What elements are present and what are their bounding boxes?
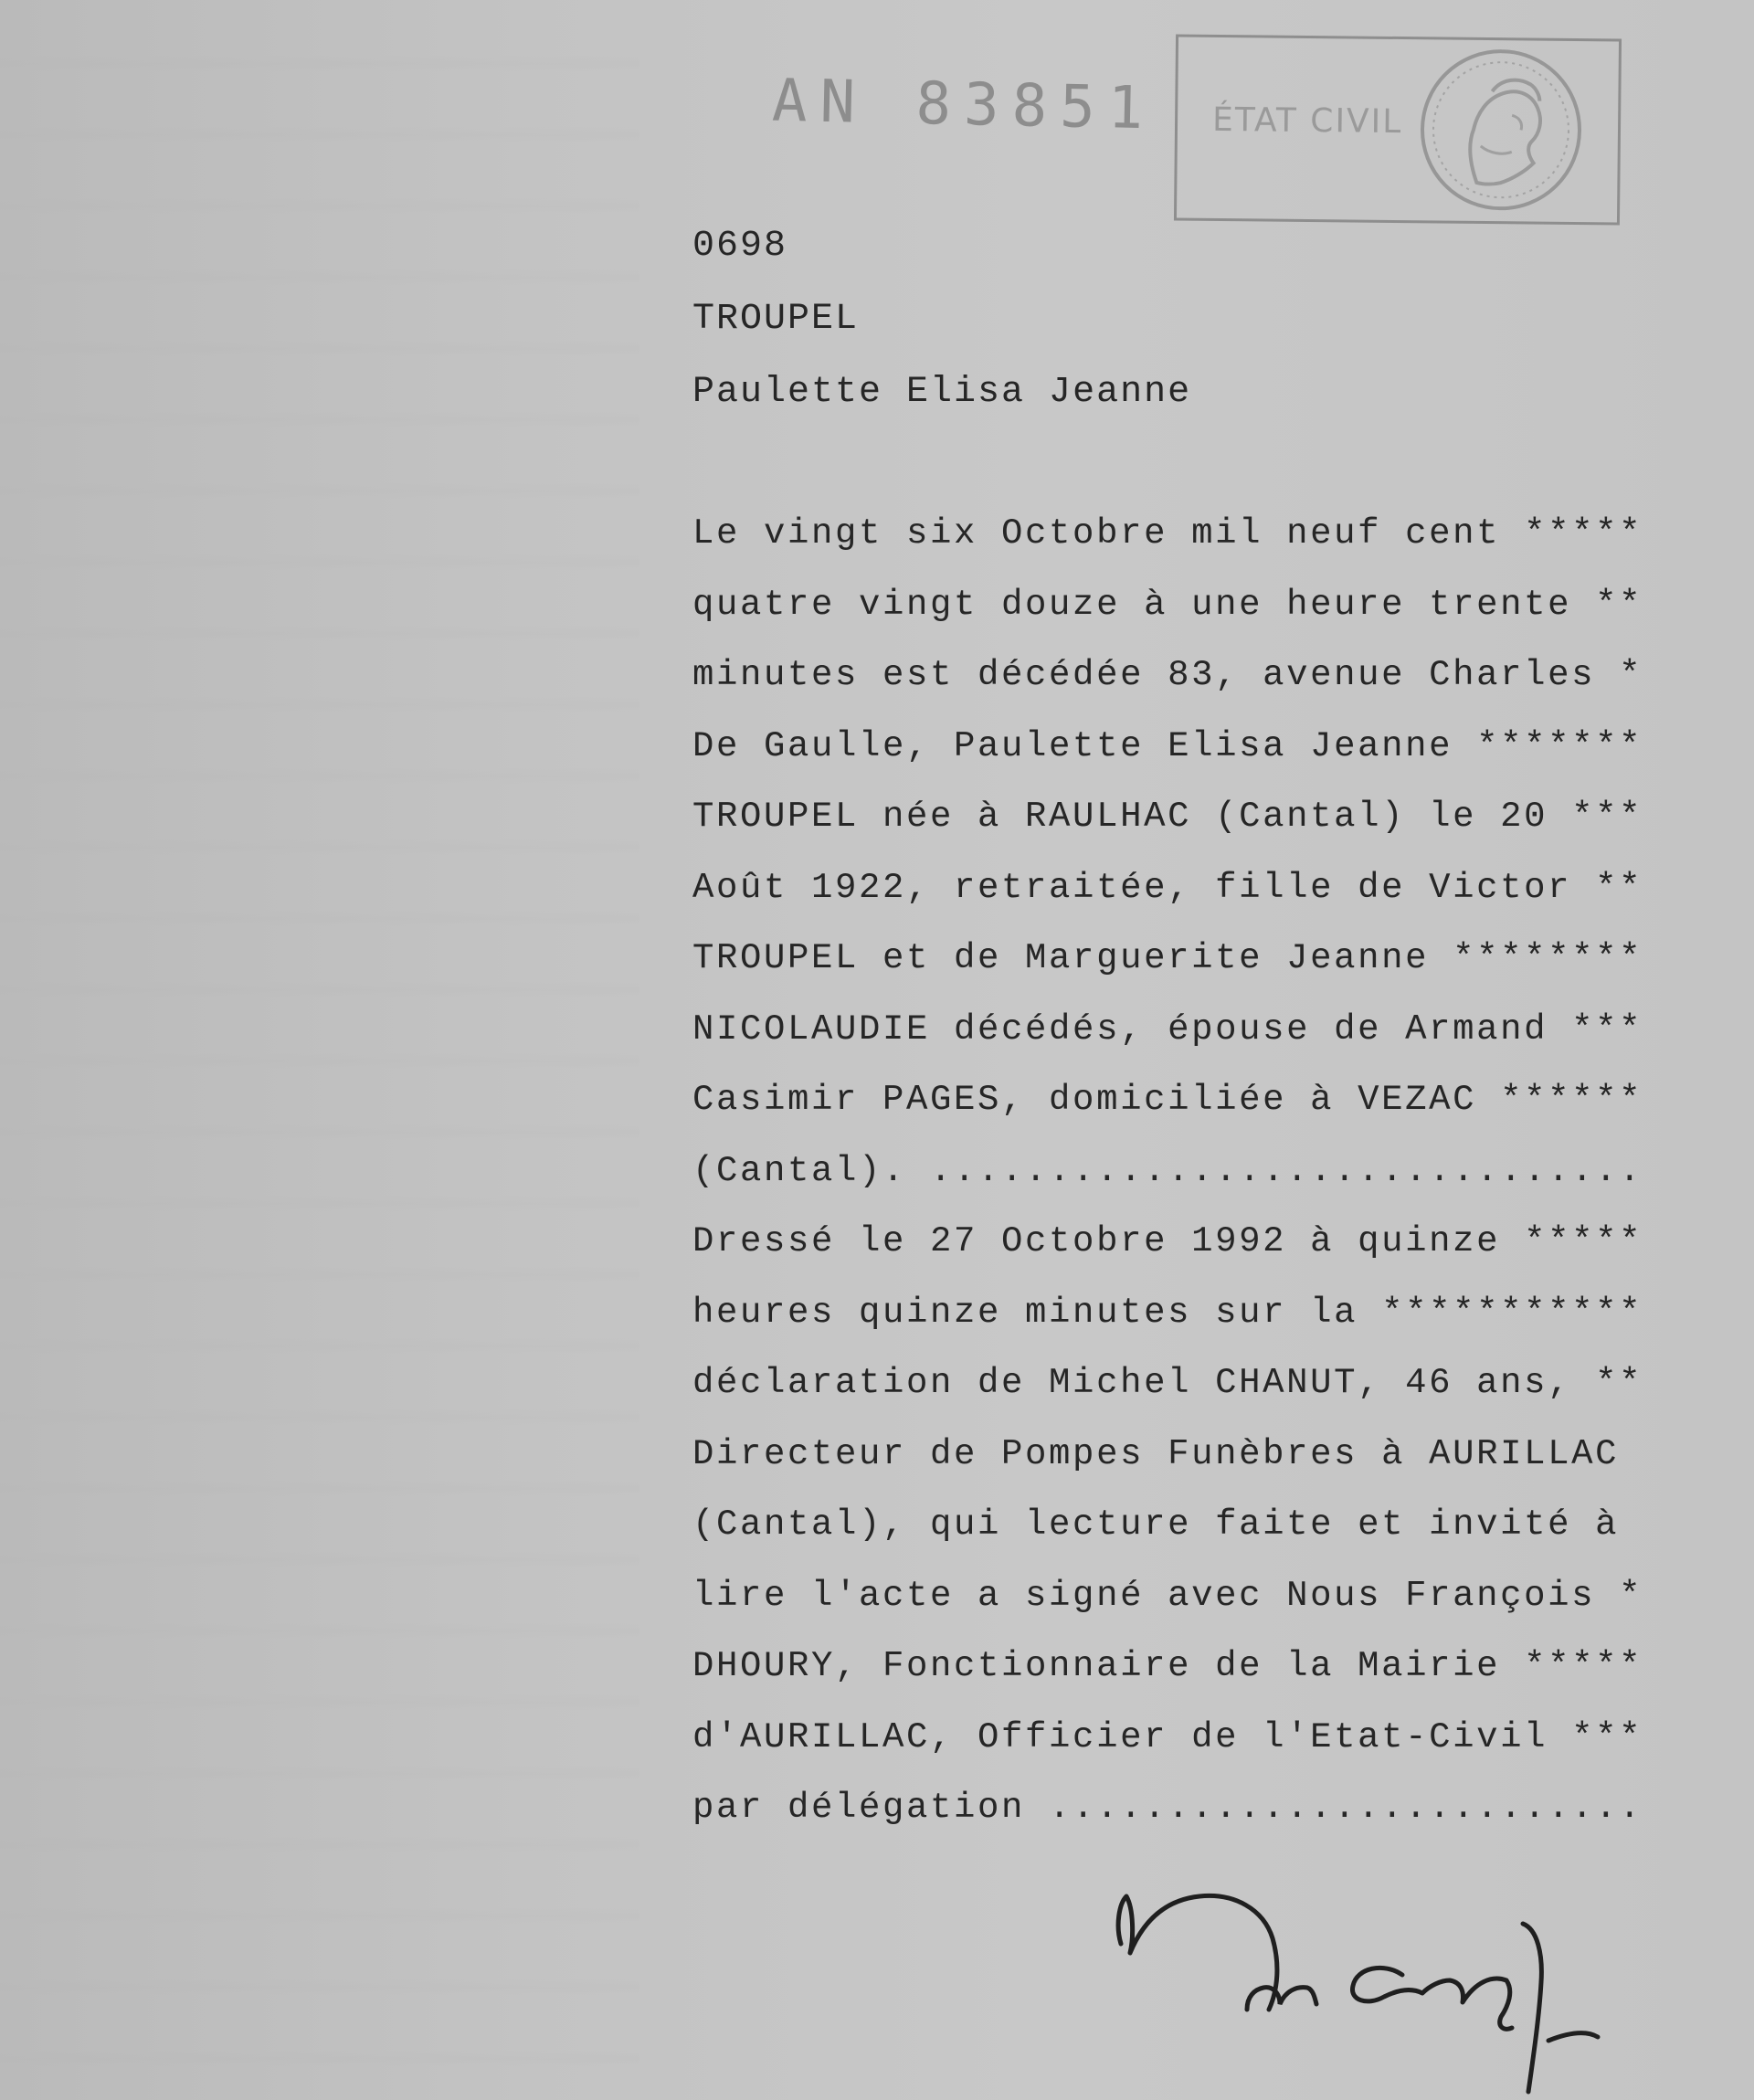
- record-body: [692, 499, 1734, 1844]
- archive-number-stamp: AN 83851: [771, 67, 1157, 143]
- death-record-text: [692, 210, 1734, 1844]
- body-line: (Cantal), qui lecture faite et invité à: [692, 1504, 1620, 1545]
- etat-civil-stamp: [1174, 34, 1622, 225]
- body-line: Directeur de Pompes Funèbres à AURILLAC: [692, 1433, 1620, 1474]
- body-line: Le vingt six Octobre mil neuf cent *****: [692, 513, 1643, 554]
- bleed-through-shadow: [0, 0, 639, 2100]
- body-line: Août 1922, retraitée, fille de Victor **: [692, 867, 1643, 908]
- body-line: TROUPEL et de Marguerite Jeanne ********: [692, 938, 1643, 978]
- body-line: Dressé le 27 Octobre 1992 à quinze *****: [692, 1221, 1643, 1261]
- body-line: (Cantal). ..............................: [692, 1150, 1643, 1191]
- body-line: De Gaulle, Paulette Elisa Jeanne *******: [692, 725, 1643, 766]
- body-line: par délégation .........................: [692, 1788, 1643, 1828]
- body-line: lire l'acte a signé avec Nous François *: [692, 1575, 1643, 1616]
- record-number: 0698: [692, 226, 788, 267]
- record-surname: TROUPEL: [692, 299, 860, 340]
- body-line: DHOURY, Fonctionnaire de la Mairie *****: [692, 1646, 1643, 1686]
- body-line: Casimir PAGES, domiciliée à VEZAC ******: [692, 1080, 1643, 1120]
- body-line: déclaration de Michel CHANUT, 46 ans, **: [692, 1363, 1643, 1403]
- etat-civil-label: ÉTAT CIVIL: [1211, 100, 1403, 142]
- marianne-seal-icon: [1416, 45, 1586, 215]
- body-line: minutes est décédée 83, avenue Charles *: [692, 655, 1643, 695]
- body-line: NICOLAUDIE décédés, épouse de Armand ***: [692, 1008, 1643, 1050]
- body-line: d'AURILLAC, Officier de l'Etat-Civil ***: [692, 1716, 1643, 1757]
- body-line: quatre vingt douze à une heure trente **: [692, 584, 1643, 625]
- body-line: TROUPEL née à RAULHAC (Cantal) le 20 ***: [692, 797, 1643, 837]
- body-line: heures quinze minutes sur la ***********: [692, 1292, 1643, 1333]
- signature: [1110, 1873, 1631, 2096]
- record-given-names: Paulette Elisa Jeanne: [692, 372, 1192, 413]
